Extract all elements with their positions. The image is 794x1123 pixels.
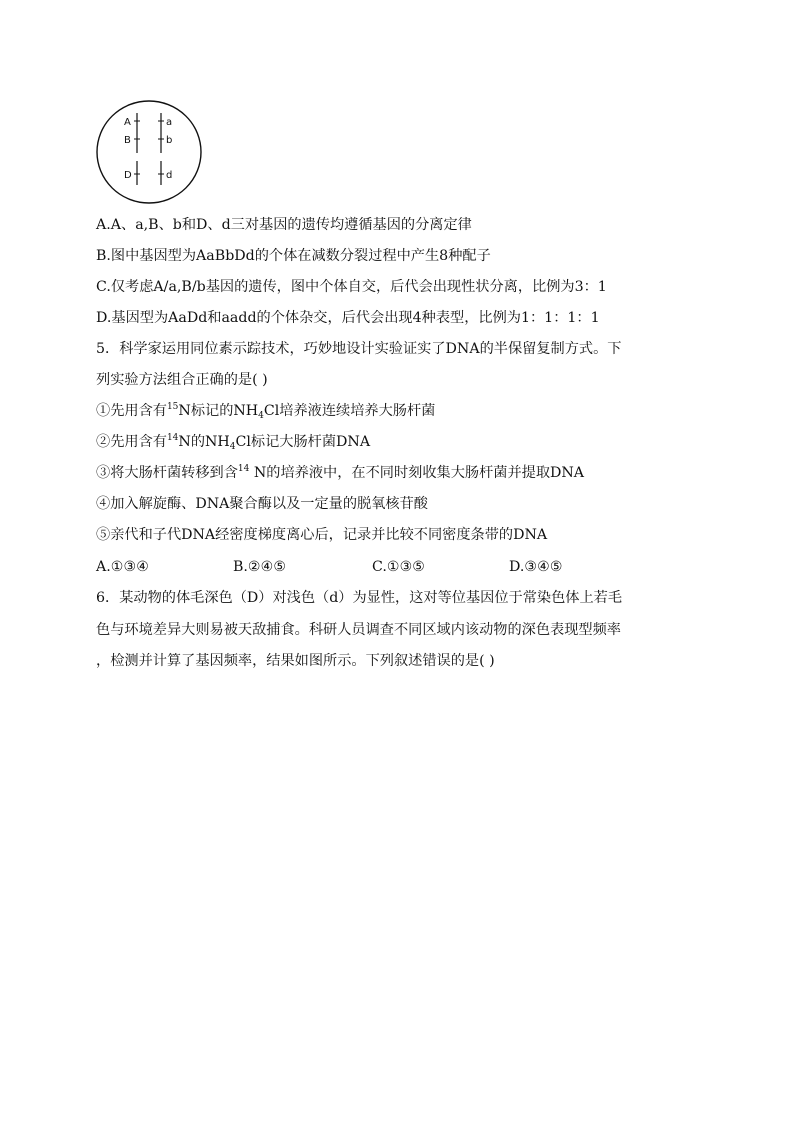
label-gene-B: B [124,135,131,146]
q5-item-5: ⑤亲代和子代DNA经密度梯度离心后，记录并比较不同密度条带的DNA [96,527,548,543]
q5-item-1-subscript: 4 [258,411,264,421]
label-gene-A: A [124,117,131,128]
q5-options [96,557,716,577]
q5-item-2-subscript: 4 [229,442,236,452]
q5-item-1 [96,401,435,421]
cell-outline [97,101,201,203]
q4-option-d: D.基因型为AaDd和aadd的个体杂交，后代会出现4种表型，比例为1：1：1：1 [96,310,600,326]
q5-item-2-text: Cl标记大肠杆菌DNA [235,434,371,450]
q5-item-2-text: ②先用含有 [96,434,167,450]
q6-stem-line3: ，检测并计算了基因频率，结果如图所示。下列叙述错误的是( ) [96,653,495,669]
q5-item-3 [96,463,584,483]
q6-stem-line1: 6．某动物的体毛深色（D）对浅色（d）为显性，这对等位基因位于常染色体上若毛 [96,590,623,606]
q5-stem-line2: 列实验方法组合正确的是( ) [96,372,268,388]
cell-chromosome-figure [95,99,203,205]
q6-stem-line2: 色与环境差异大则易被天敌捕食。科研人员调查不同区域内该动物的深色表现型频率 [96,622,621,638]
label-gene-a: a [166,117,173,128]
q5-option-c: C.①③⑤ [372,559,426,575]
q5-option-b: B.②④⑤ [233,559,287,575]
q5-item-3-text: ③将大肠杆菌转移到含 [96,465,238,481]
q5-item-1-text: ①先用含有 [96,403,167,419]
q5-item-1-text: N标记的NH [178,403,259,419]
q5-item-4: ④加入解旋酶、DNA聚合酶以及一定量的脱氧核苷酸 [96,496,428,512]
q5-item-3-text: N的培养液中，在不同时刻收集大肠杆菌并提取DNA [249,465,585,481]
q5-item-2 [96,432,370,452]
q5-option-d: D.③④⑤ [509,559,563,575]
q5-stem-line1: 5．科学家运用同位素示踪技术，巧妙地设计实验证实了DNA的半保留复制方式。下 [96,341,622,357]
label-gene-b: b [166,135,173,146]
q5-item-2-text: N的NH [178,434,230,450]
label-gene-D: D [124,170,132,181]
q5-item-1-isotope: 15 [166,402,179,412]
q5-option-a: A.①③④ [96,559,149,575]
cell-chromosome-diagram [95,99,203,205]
q5-item-1-text: Cl培养液连续培养大肠杆菌 [263,403,436,419]
label-gene-d: d [166,170,173,181]
q5-item-2-isotope: 14 [166,433,179,443]
q5-item-3-isotope: 14 [237,464,250,474]
q4-option-a: A.A、a,B、b和D、d三对基因的遗传均遵循基因的分离定律 [96,217,472,233]
q4-option-c: C.仅考虑A/a,B/b基因的遗传，图中个体自交，后代会出现性状分离，比例为3：1 [96,279,607,295]
q4-option-b: B.图中基因型为AaBbDd的个体在减数分裂过程中产生8种配子 [96,248,491,264]
